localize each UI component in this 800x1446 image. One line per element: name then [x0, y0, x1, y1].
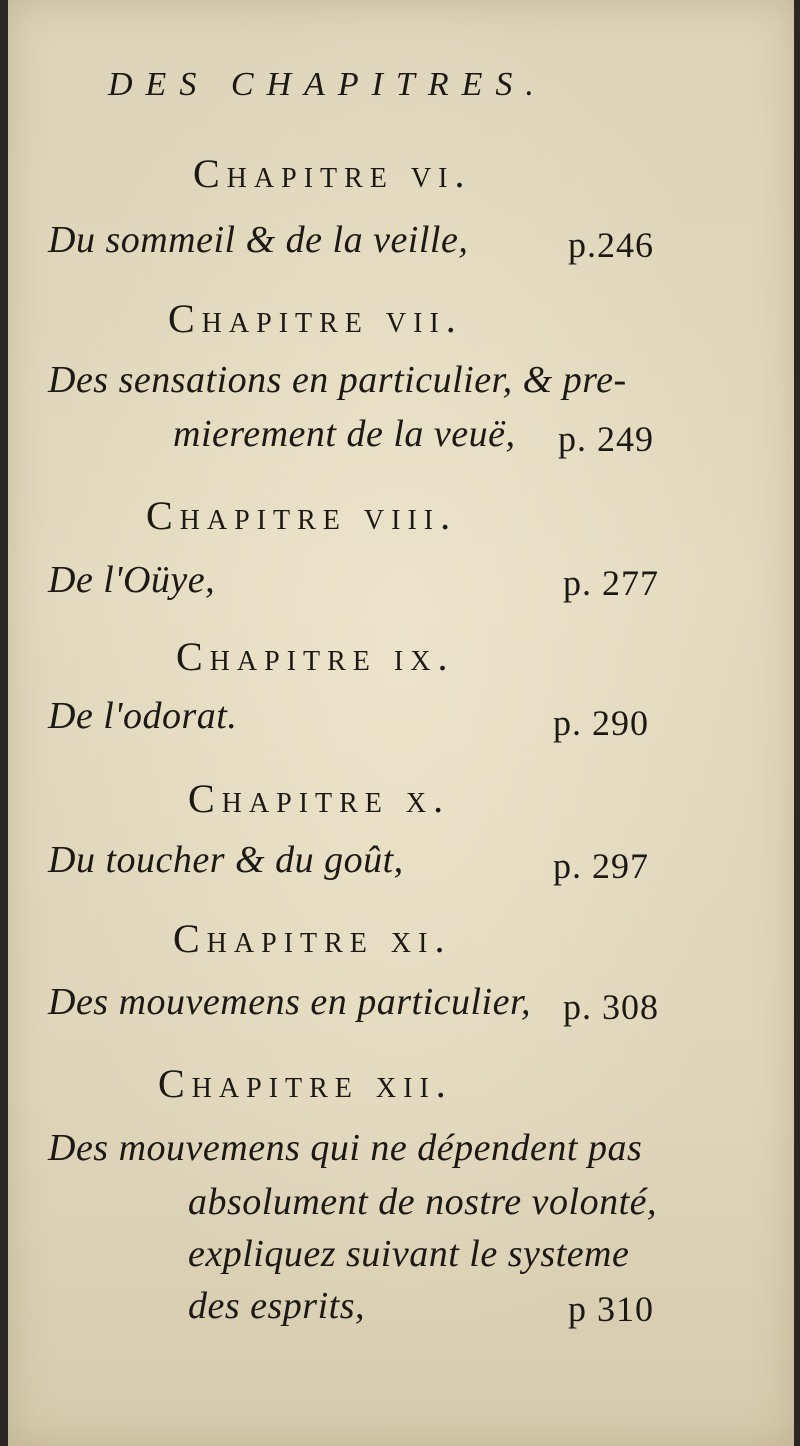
chapter-heading: Chapitre x.	[188, 776, 451, 821]
page-reference: p. 308	[563, 987, 659, 1027]
page-reference: p. 297	[553, 846, 649, 886]
chapter-heading: Chapitre vii.	[168, 296, 463, 341]
page-reference: p 310	[568, 1289, 654, 1329]
chapter-heading: Chapitre viii.	[146, 493, 458, 538]
chapter-title-continued: expliquez suivant le systeme	[188, 1233, 630, 1275]
page-reference: p. 249	[558, 419, 654, 459]
chapter-title-continued: mierement de la veuë,	[173, 413, 516, 455]
page-reference: p. 277	[563, 563, 659, 603]
page-reference: p. 290	[553, 703, 649, 743]
running-head: DES CHAPITRES.	[108, 66, 547, 103]
chapter-title: Du toucher & du goût,	[48, 839, 404, 881]
chapter-heading: Chapitre xii.	[158, 1061, 453, 1106]
chapter-title: Des mouvemens qui ne dépendent pas	[48, 1127, 643, 1169]
chapter-title: De l'Oüye,	[48, 559, 216, 601]
chapter-heading: Chapitre ix.	[176, 634, 455, 679]
chapter-title: Des mouvemens en particulier,	[48, 981, 532, 1023]
chapter-title: Du sommeil & de la veille,	[48, 219, 469, 261]
chapter-title: Des sensations en particulier, & pre-	[48, 359, 627, 401]
chapter-title-continued: des esprits,	[188, 1285, 365, 1327]
page-reference: p.246	[568, 225, 654, 265]
chapter-heading: Chapitre xi.	[173, 916, 452, 961]
book-page	[8, 0, 794, 1446]
chapter-title-continued: absolument de nostre volonté,	[188, 1181, 658, 1223]
chapter-title: De l'odorat.	[48, 695, 238, 737]
chapter-heading: Chapitre vi.	[193, 151, 472, 196]
